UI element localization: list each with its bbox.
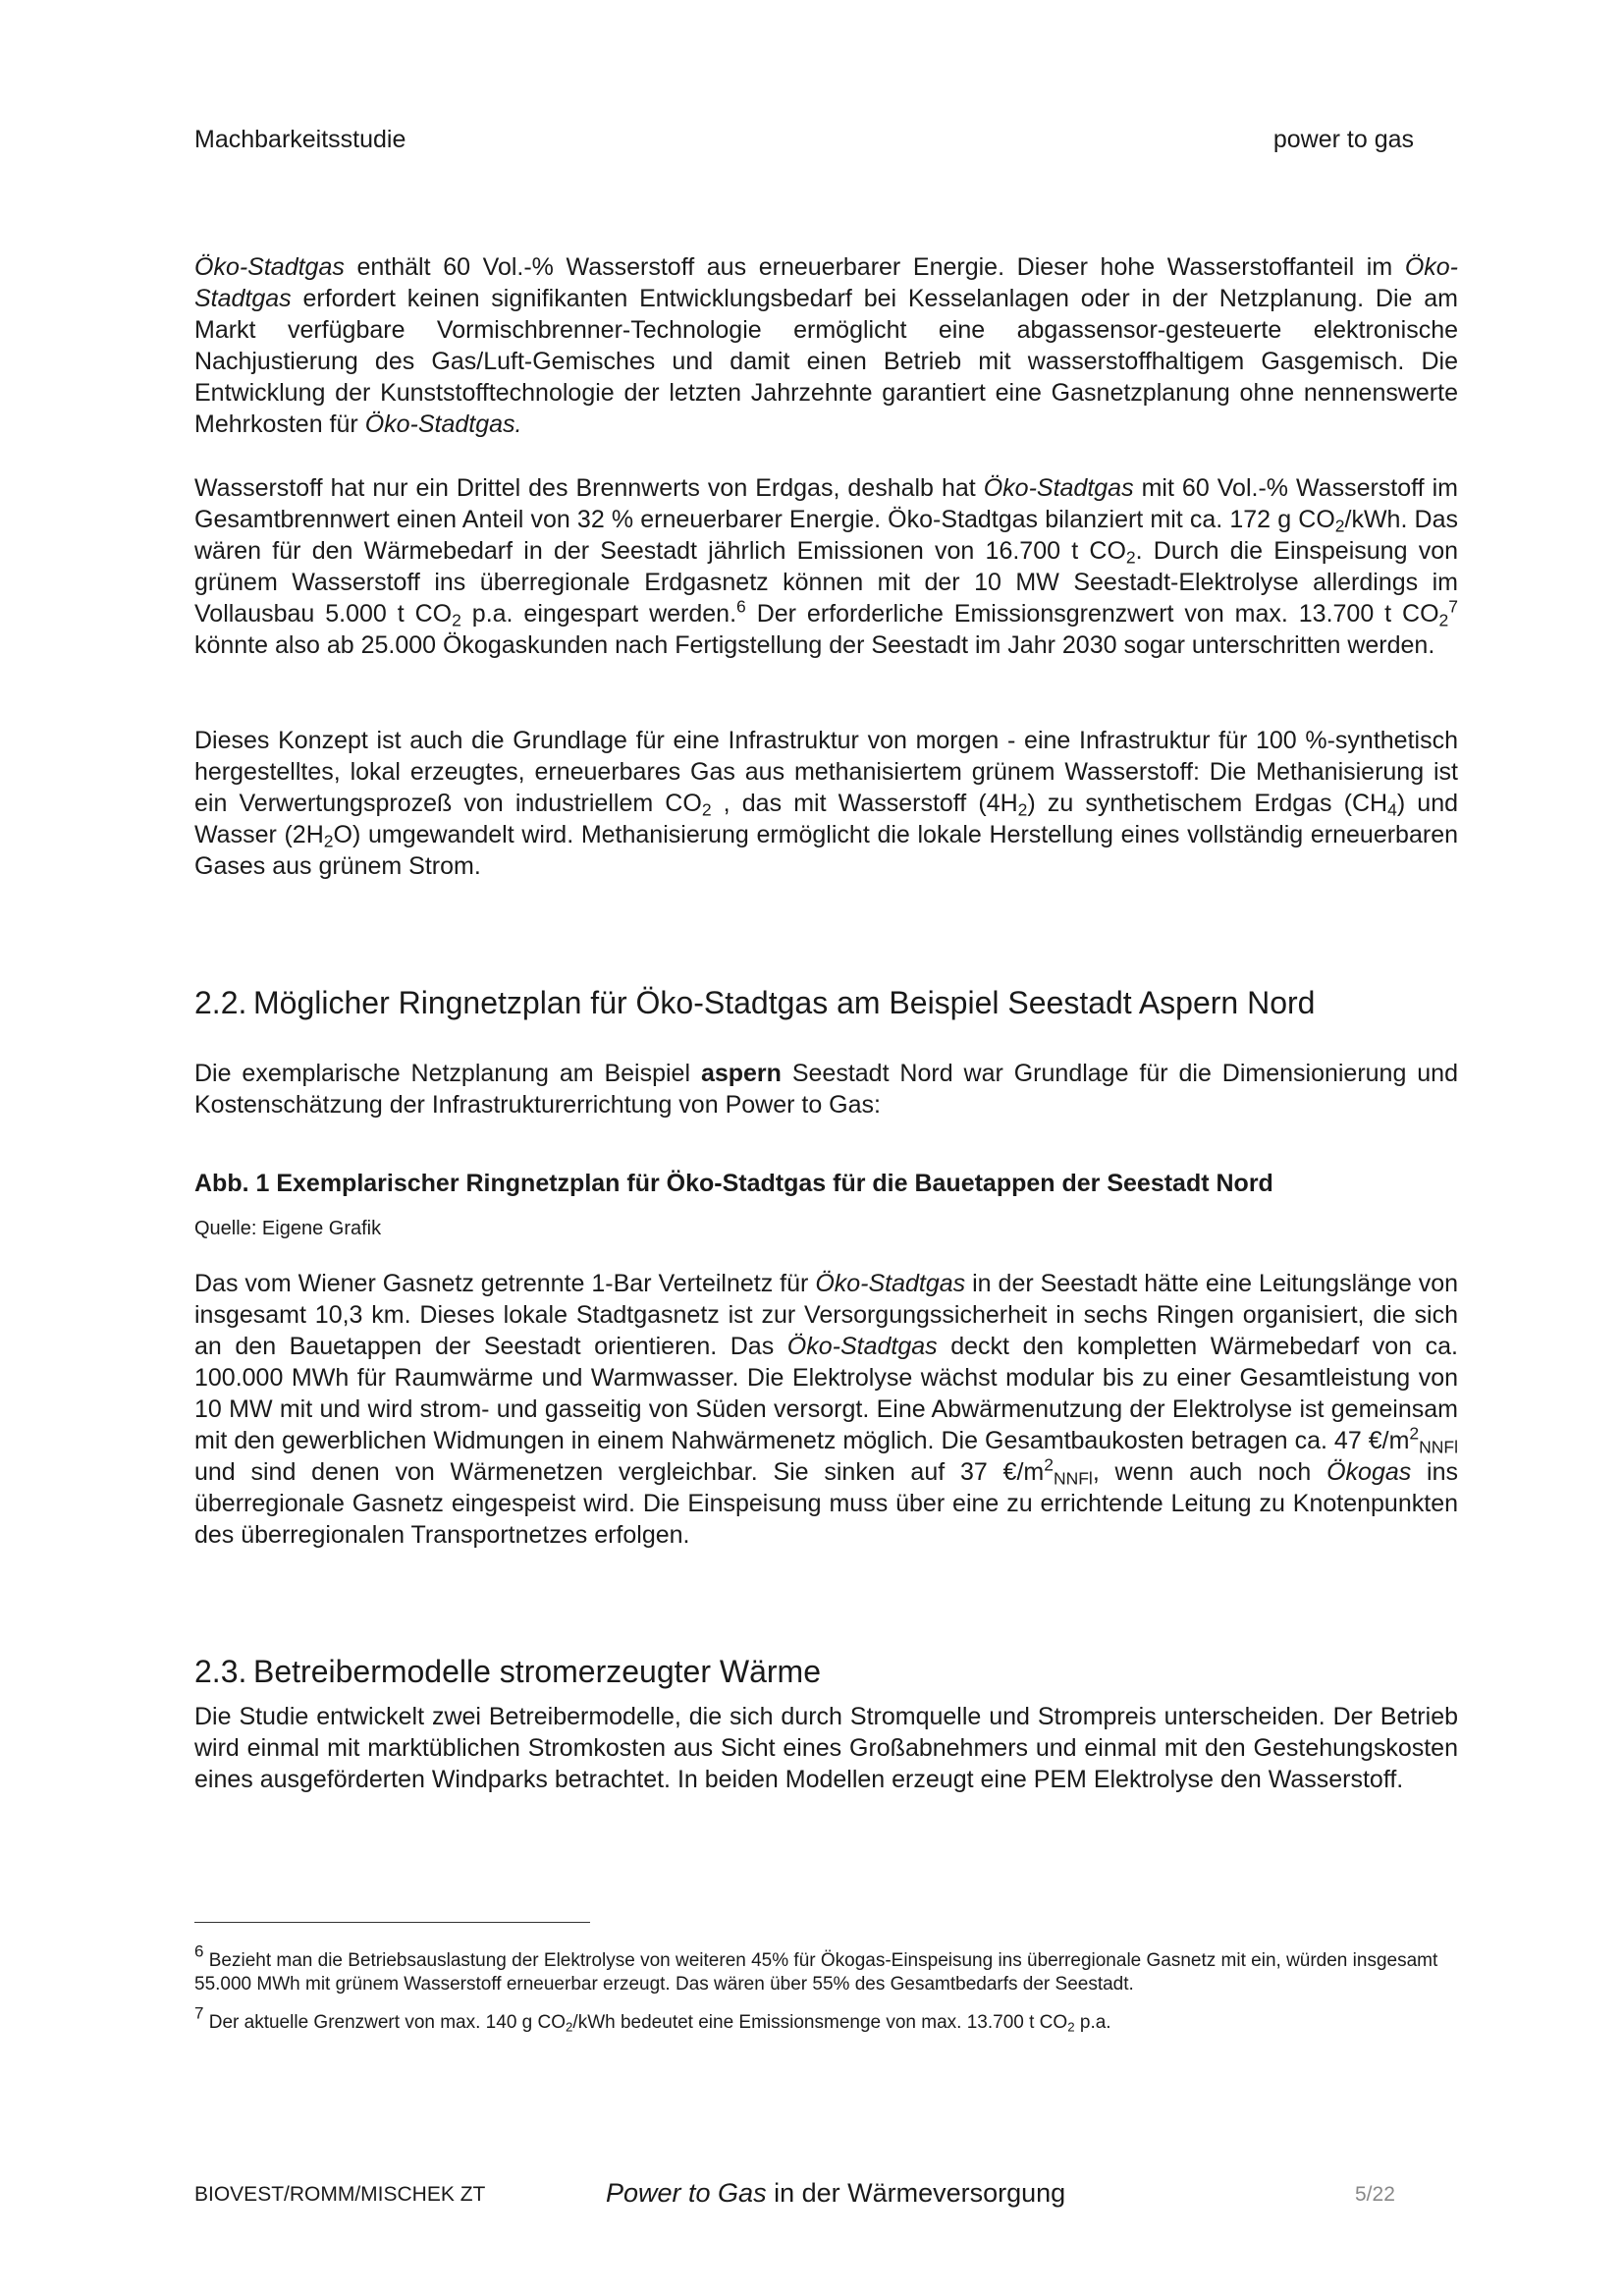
section-heading-2-3: 2.3. Betreibermodelle stromerzeugter Wärme xyxy=(194,1654,821,1689)
figure-title: Abb. 1 Exemplarischer Ringnetzplan für Öko-Stadtgas für die Bauetappen der Seestadt Nord xyxy=(194,1170,1273,1197)
paragraph-emissions: Wasserstoff hat nur ein Drittel des Brennwerts von Erdgas, deshalb hat Öko-Stadtgas mit 60 Vol.-% Wasserstoff im Gesamtbrennwert einen Anteil von 32 % erneuerbarer Energie. Öko-Stadtgas bilanziert mit ca. 172 g $CO_2$/kWh. Das wären für den Wärmebedarf in der Seestadt jährlich Emissionen von 16.700 t $CO_2$. Durch die Einspeisung von grünem Wasserstoff ins überregionale Erdgasnetz können mit der 10 MW Seestadt-Elektrolyse allerdings im Vollausbau 5.000 t $CO_2$ p.a. eingespart werden.$^6$ Der erforderliche Emissionsgrenzwert von max. 13.700 t $CO_2^7$ könnte also ab 25.000 Ökogaskunden nach Fertigstellung der Seestadt im Jahr 2030 sogar unterschritten werden. xyxy=(194,474,1459,659)
footnote-6: $^6$ Bezieht man die Betriebsauslastung der Elektrolyse von weiteren 45% für Ökogas-Einspeisung ins überregionale Gasnetz mit ein, würden insgesamt 55.000 MWh mit grünem Wasserstoff erneuerbar erzeugt. Das wären über 55% des Gesamtbedarfs der Seestadt. xyxy=(194,1941,1438,1995)
paragraph-betreibermodelle: Die Studie entwickelt zwei Betreibermodelle, die sich durch Stromquelle und Strompreis unterscheiden. Der Betrieb wird einmal mit marktüblichen Stromkosten aus Sicht eines Großabnehmers und einmal mit den Gestehungskosten eines ausgeförderten Windparks betrachtet. In beiden Modellen erzeugt eine PEM Elektrolyse den Wasserstoff. xyxy=(194,1703,1458,1793)
paragraph-oeko-stadtgas-intro: Öko-Stadtgas enthält 60 Vol.-% Wasserstoff aus erneuerbarer Energie. Dieser hohe Wasserstoffanteil im Öko-Stadtgas erfordert keinen signifikanten Entwicklungsbedarf bei Kesselanlagen oder in der Netzplanung. Die am Markt verfügbare Vormischbrenner-Technologie ermöglicht eine abgassensor-gesteuerte elektronische Nachjustierung des Gas/Luft-Gemisches und damit einen Betrieb mit wasserstoffhaltigem Gasgemisch. Die Entwicklung der Kunststofftechnologie der letzten Jahrzehnte garantiert eine Gasnetzplanung ohne nennenswerte Mehrkosten für Öko-Stadtgas. xyxy=(194,253,1458,438)
paragraph-netzplanung: Die exemplarische Netzplanung am Beispiel aspern Seestadt Nord war Grundlage für die Dimensionierung und Kostenschätzung der Infrastrukturerrichtung von Power to Gas: xyxy=(194,1060,1458,1119)
footer-title: Power to Gas in der Wärmeversorgung xyxy=(606,2178,1066,2208)
paragraph-verteilnetz: Das vom Wiener Gasnetz getrennte 1-Bar Verteilnetz für Öko-Stadtgas in der Seestadt hätte eine Leitungslänge von insgesamt 10,3 km. Dieses lokale Stadtgasnetz ist zur Versorgungssicherheit in sechs Ringen organisiert, die sich an den Bauetappen der Seestadt orientieren. Das Öko-Stadtgas deckt den kompletten Wärmebedarf von ca. 100.000 MWh für Raumwärme und Warmwasser. Die Elektrolyse wächst modular bis zu einer Gesamtleistung von 10 MW mit und wird strom- und gasseitig von Süden versorgt. Eine Abwärmenutzung der Elektrolyse ist gemeinsam mit den gewerblichen Widmungen in einem Nahwärmenetz möglich. Die Gesamtbaukosten betragen ca. 47 $€/m^2_{NNFl}$ und sind denen von Wärmenetzen vergleichbar. Sie sinken auf 37 $€/m^2_{NNFl}$, wenn auch noch Ökogas ins überregionale Gasnetz eingespeist wird. Die Einspeisung muss über eine zu errichtende Leitung zu Knotenpunkten des überregionalen Transportnetzes erfolgen. xyxy=(194,1270,1459,1549)
page-number: 5/22 xyxy=(1355,2183,1395,2206)
footnote-ref-6: 6 xyxy=(736,596,746,617)
footnote-divider xyxy=(194,1922,590,1923)
figure-source: Quelle: Eigene Grafik xyxy=(194,1218,382,1239)
section-heading-2-2: 2.2. Möglicher Ringnetzplan für Öko-Stadtgas am Beispiel Seestadt Aspern Nord xyxy=(194,985,1316,1020)
paragraph-methanisierung: Dieses Konzept ist auch die Grundlage für eine Infrastruktur von morgen - eine Infrastruktur für 100 %-synthetisch hergestelltes, lokal erzeugtes, erneuerbares Gas aus methanisiertem grünem Wasserstoff: Die Methanisierung ist ein Verwertungsprozeß von industriellem $CO_2$ , das mit Wasserstoff $(4H_2)$ zu synthetischem Erdgas $(CH_4)$ und Wasser $(2H_2O)$ umgewandelt wird. Methanisierung ermöglicht die lokale Herstellung eines vollständig erneuerbaren Gases aus grünem Strom. xyxy=(194,727,1459,880)
header-left: Machbarkeitsstudie xyxy=(194,126,406,153)
header-right: power to gas xyxy=(1272,126,1414,153)
footnote-7: $^7$ Der aktuelle Grenzwert von max. 140 g $CO_2$/kWh bedeutet eine Emissionsmenge von max. 13.700 t $CO_2$ p.a. xyxy=(194,2003,1111,2035)
footnote-ref-7: 7 xyxy=(1448,596,1458,617)
footer-authors: BIOVEST/ROMM/MISCHEK ZT xyxy=(194,2183,486,2206)
